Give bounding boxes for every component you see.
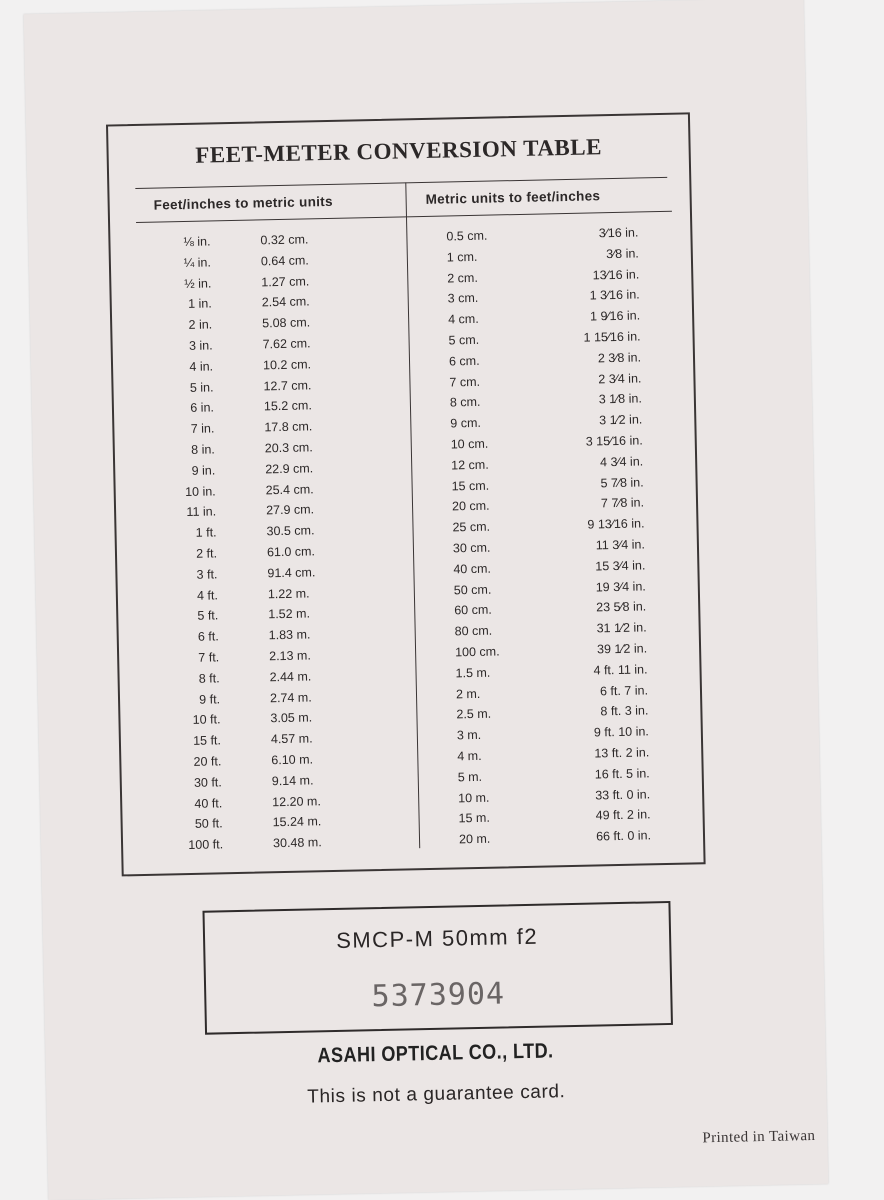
- row-from-value: 30 ft.: [193, 775, 222, 790]
- row-from-value: 60 cm.: [454, 602, 492, 618]
- row-to-value: 2.13 m.: [269, 648, 311, 664]
- row-from-value: 11 in.: [186, 504, 217, 520]
- row-to-value: 12.20 m.: [272, 793, 321, 809]
- title-rule: [135, 177, 667, 189]
- row-to-value: 15.2 cm.: [263, 398, 313, 414]
- row-from-value: 8 in.: [191, 442, 215, 457]
- row-from-value: 100 ft.: [188, 837, 224, 853]
- lens-info-box: [202, 901, 672, 1035]
- row-to-value: 1.52 m.: [268, 606, 311, 622]
- row-to-value: 22.9 cm.: [265, 461, 314, 477]
- row-to-value: 9 ft. 10 in.: [593, 724, 649, 740]
- row-to-value: 7.62 cm.: [262, 336, 311, 352]
- right-header-rule: [406, 211, 672, 218]
- row-to-value: 3 1⁄2 in.: [599, 412, 643, 428]
- row-to-value: 1.22 m.: [267, 585, 310, 601]
- row-to-value: 15 3⁄4 in.: [595, 558, 646, 574]
- row-from-value: 7 cm.: [449, 374, 481, 390]
- row-to-value: 5 7⁄8 in.: [600, 474, 644, 490]
- row-from-value: 2 cm.: [447, 270, 478, 286]
- row-from-value: 20 cm.: [451, 499, 490, 514]
- row-from-value: 30 cm.: [452, 540, 491, 556]
- row-to-value: 30.48 m.: [272, 835, 322, 851]
- row-to-value: 3⁄8 in.: [605, 246, 639, 261]
- row-to-value: 66 ft. 0 in.: [595, 828, 652, 844]
- row-to-value: 33 ft. 0 in.: [595, 786, 651, 803]
- row-from-value: ⅛ in.: [183, 234, 211, 250]
- row-to-value: 1 15⁄16 in.: [583, 329, 641, 345]
- conversion-table: [106, 112, 706, 876]
- row-to-value: 17.8 cm.: [264, 419, 313, 435]
- row-from-value: 9 cm.: [450, 415, 482, 431]
- row-to-value: 6.10 m.: [271, 752, 314, 768]
- row-from-value: ½ in.: [184, 276, 212, 291]
- row-from-value: 0.5 cm.: [446, 228, 488, 244]
- row-to-value: 0.32 cm.: [260, 232, 309, 248]
- row-from-value: 50 ft.: [194, 816, 223, 832]
- row-from-value: 1 cm.: [446, 249, 478, 265]
- left-header-rule: [136, 216, 406, 223]
- row-from-value: 2 ft.: [196, 546, 218, 561]
- row-to-value: 4 ft. 11 in.: [593, 662, 648, 678]
- row-to-value: 2.44 m.: [269, 669, 312, 685]
- row-from-value: 2 in.: [188, 317, 213, 333]
- row-from-value: 4 m.: [457, 748, 482, 764]
- row-to-value: 7 7⁄8 in.: [600, 495, 645, 511]
- row-from-value: 80 cm.: [454, 623, 493, 639]
- row-from-value: 3 ft.: [196, 567, 218, 582]
- row-to-value: 2 3⁄8 in.: [597, 350, 642, 366]
- row-to-value: 9.14 m.: [271, 773, 314, 788]
- row-to-value: 4 3⁄4 in.: [599, 454, 644, 470]
- row-from-value: 9 in.: [191, 463, 216, 478]
- row-from-value: 10 in.: [184, 483, 216, 499]
- row-to-value: 8 ft. 3 in.: [600, 703, 649, 719]
- row-to-value: 9 13⁄16 in.: [587, 516, 645, 532]
- row-to-value: 11 3⁄4 in.: [595, 537, 646, 553]
- row-to-value: 16 ft. 5 in.: [594, 766, 650, 782]
- row-to-value: 0.64 cm.: [260, 253, 309, 269]
- left-column-header: Feet/inches to metric units: [153, 193, 333, 213]
- row-from-value: 5 cm.: [448, 332, 480, 348]
- row-to-value: 1.27 cm.: [261, 273, 310, 289]
- row-to-value: 1 3⁄16 in.: [589, 287, 640, 303]
- row-from-value: ¼ in.: [183, 255, 212, 270]
- row-to-value: 15.24 m.: [272, 814, 322, 830]
- conversion-card: [24, 0, 829, 1200]
- row-to-value: 27.9 cm.: [265, 502, 315, 518]
- guarantee-note: This is not a guarantee card.: [307, 1081, 566, 1108]
- row-to-value: 61.0 cm.: [266, 544, 316, 560]
- row-to-value: 23 5⁄8 in.: [596, 599, 647, 615]
- row-to-value: 5.08 cm.: [262, 315, 311, 331]
- row-to-value: 3 15⁄16 in.: [585, 433, 643, 449]
- row-to-value: 2 3⁄4 in.: [598, 371, 642, 386]
- row-to-value: 2.54 cm.: [261, 294, 310, 310]
- row-from-value: 15 cm.: [451, 478, 490, 493]
- row-from-value: 10 m.: [458, 790, 490, 805]
- row-from-value: 40 cm.: [453, 561, 492, 577]
- row-from-value: 50 cm.: [453, 582, 492, 597]
- row-from-value: 3 m.: [456, 728, 482, 743]
- row-from-value: 7 ft.: [198, 650, 220, 665]
- row-from-value: 15 m.: [458, 811, 491, 826]
- row-from-value: 5 m.: [457, 769, 483, 785]
- lens-model: SMCP-M 50mm f2: [335, 923, 539, 953]
- row-to-value: 2.74 m.: [269, 689, 312, 705]
- row-from-value: 6 in.: [190, 400, 215, 416]
- row-from-value: 40 ft.: [194, 795, 223, 811]
- row-from-value: 20 m.: [458, 831, 491, 847]
- row-to-value: 4.57 m.: [270, 731, 313, 747]
- row-to-value: 13 ft. 2 in.: [594, 745, 650, 761]
- row-to-value: 49 ft. 2 in.: [595, 807, 651, 823]
- row-to-value: 12.7 cm.: [263, 377, 312, 393]
- table-title: FEET-METER CONVERSION TABLE: [195, 134, 603, 168]
- row-from-value: 4 cm.: [448, 312, 479, 327]
- row-from-value: 1 in.: [187, 296, 212, 312]
- row-from-value: 1.5 m.: [455, 665, 491, 681]
- row-from-value: 12 cm.: [451, 457, 489, 473]
- row-to-value: 1 9⁄16 in.: [589, 308, 641, 324]
- row-from-value: 4 ft.: [196, 587, 219, 603]
- metric-to-feet-list: [406, 224, 705, 854]
- right-column-header: Metric units to feet/inches: [425, 188, 601, 207]
- row-to-value: 10.2 cm.: [262, 357, 312, 373]
- row-to-value: 19 3⁄4 in.: [595, 578, 646, 594]
- row-from-value: 7 in.: [190, 421, 215, 437]
- printed-in-label: Printed in Taiwan: [702, 1127, 816, 1147]
- row-from-value: 20 ft.: [193, 754, 222, 769]
- row-from-value: 8 ft.: [198, 671, 220, 686]
- row-from-value: 5 in.: [189, 379, 214, 395]
- row-from-value: 1 ft.: [195, 525, 217, 540]
- row-to-value: 3.05 m.: [270, 710, 313, 726]
- row-from-value: 10 cm.: [450, 436, 489, 452]
- row-from-value: 15 ft.: [192, 733, 222, 749]
- feet-to-metric-list: [110, 230, 419, 860]
- row-from-value: 2.5 m.: [456, 706, 492, 722]
- row-to-value: 20.3 cm.: [264, 440, 313, 456]
- row-to-value: 30.5 cm.: [266, 523, 315, 539]
- company-name: ASAHI OPTICAL CO., LTD.: [317, 1039, 554, 1068]
- row-from-value: 8 cm.: [449, 395, 481, 410]
- row-to-value: 1.83 m.: [268, 627, 311, 643]
- row-from-value: 3 cm.: [447, 291, 479, 306]
- row-to-value: 39 1⁄2 in.: [596, 641, 648, 657]
- row-from-value: 100 cm.: [454, 644, 500, 660]
- row-from-value: 3 in.: [188, 338, 213, 353]
- row-to-value: 13⁄16 in.: [592, 267, 640, 283]
- row-to-value: 3⁄16 in.: [598, 225, 639, 241]
- row-from-value: 25 cm.: [452, 519, 491, 535]
- row-from-value: 9 ft.: [199, 691, 221, 707]
- row-to-value: 25.4 cm.: [265, 481, 314, 497]
- row-to-value: 3 1⁄8 in.: [598, 391, 643, 407]
- row-from-value: 10 ft.: [192, 712, 221, 728]
- row-from-value: 5 ft.: [197, 608, 219, 624]
- serial-number: 5373904: [371, 976, 506, 1015]
- row-from-value: 6 cm.: [448, 353, 480, 369]
- row-from-value: 6 ft.: [197, 629, 219, 644]
- row-to-value: 31 1⁄2 in.: [596, 620, 647, 636]
- row-from-value: 2 m.: [455, 686, 481, 701]
- row-from-value: 4 in.: [189, 359, 214, 374]
- row-to-value: 6 ft. 7 in.: [599, 682, 649, 698]
- row-to-value: 91.4 cm.: [267, 565, 316, 581]
